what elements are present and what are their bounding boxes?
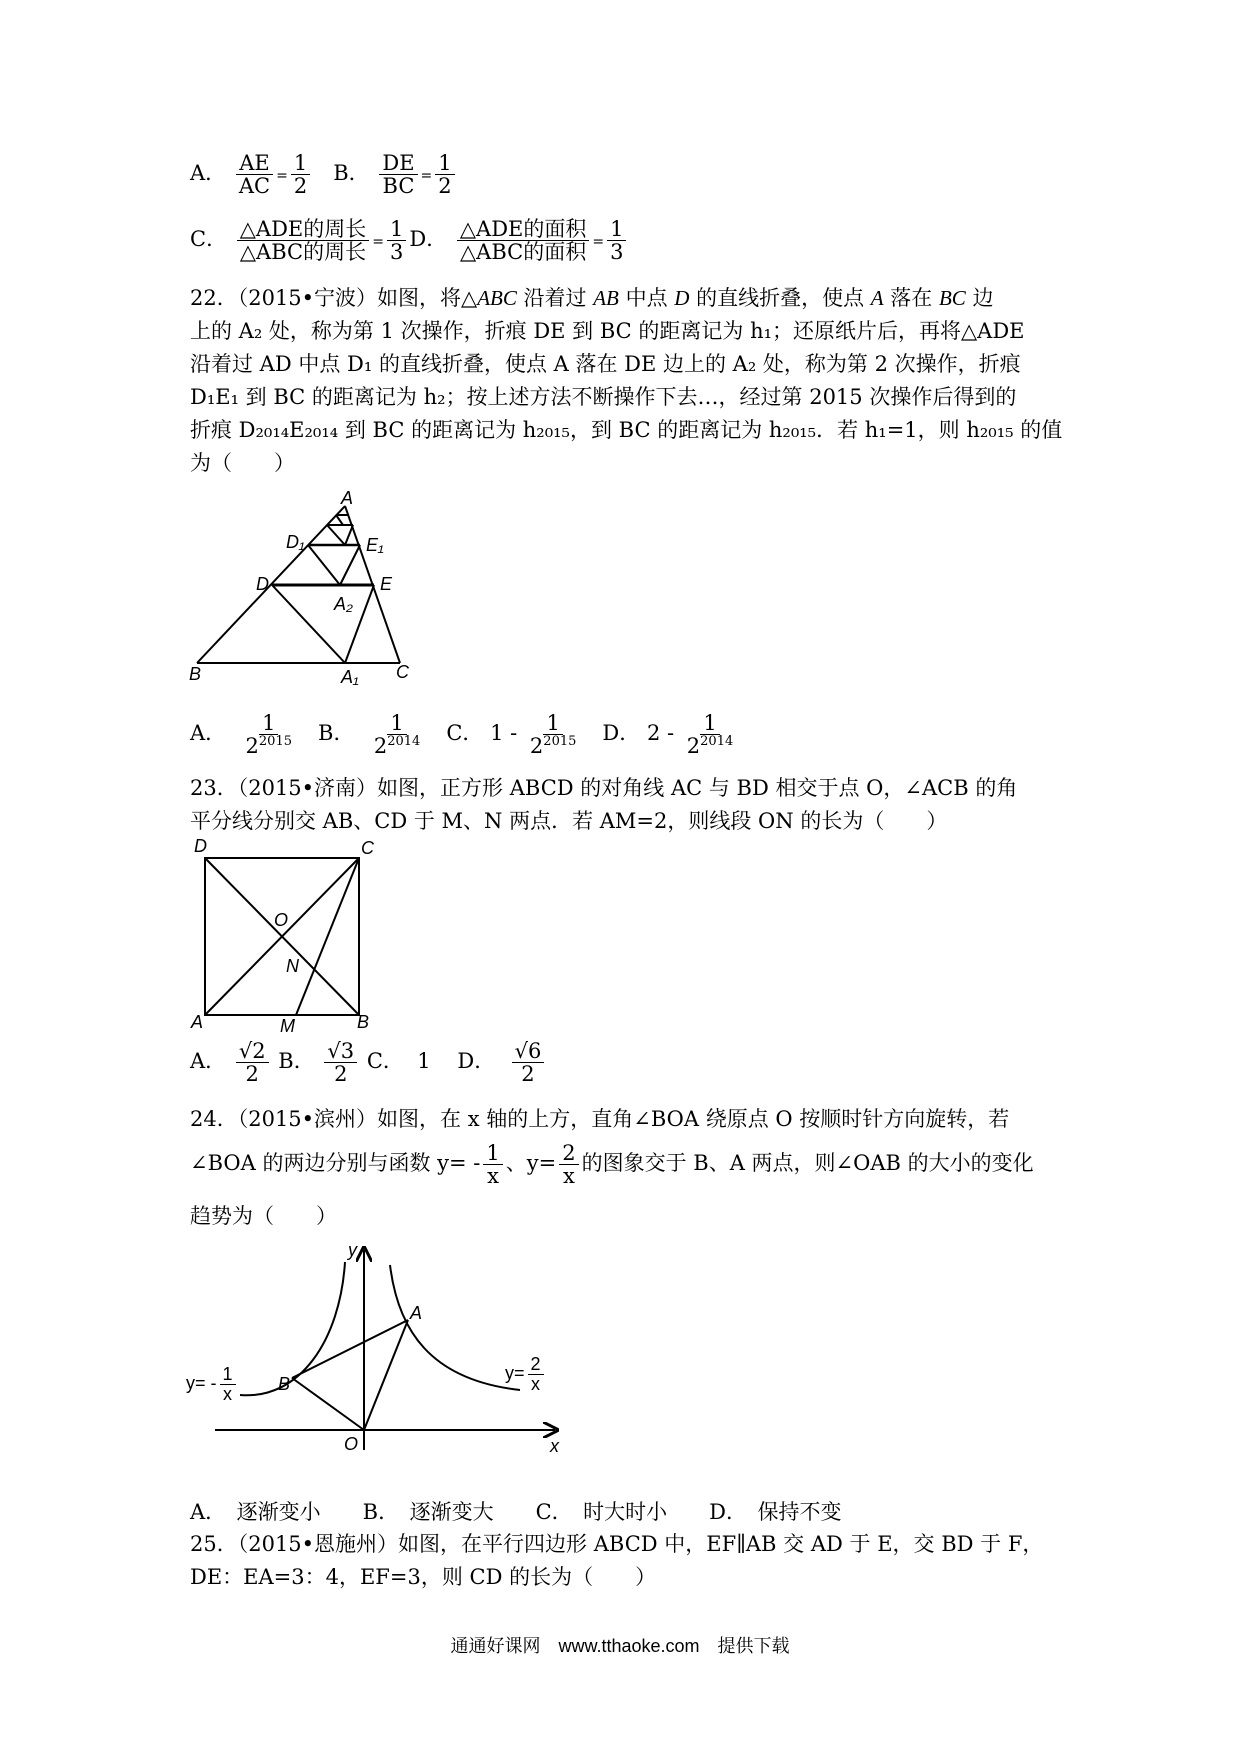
q22-label-e1: E₁ xyxy=(366,535,384,555)
option-a-radical: $\frac{√2}{2}$ xyxy=(236,1040,269,1085)
q23-line-2: 平分线分别交 AB、CD 于 M、N 两点．若 AM=2，则线段 ON 的长为（ ） xyxy=(190,809,948,833)
q22-triangle-figure xyxy=(180,485,440,685)
q22-line-2: 上的 A₂ 处，称为第 1 次操作，折痕 DE 到 BC 的距离记为 h₁；还原纸片后，再将△ADE xyxy=(190,319,1025,343)
q24-right-function-label: y= $\frac{2}{x}$ xyxy=(505,1355,547,1394)
option-a-fraction: $\frac{1}{2^{2015}}$ xyxy=(245,711,292,759)
fraction-de-bc: $\frac{DE}{BC}$ xyxy=(379,152,417,197)
q22-line-6: 为（ ） xyxy=(190,451,295,475)
option-c-fraction: $\frac{1}{2^{2015}}$ xyxy=(529,711,577,759)
q24-line-1: 24．（2015•滨州）如图，在 x 轴的上方，直角∠BOA 绕原点 O 按顺时针方向旋转，若 xyxy=(190,1107,1010,1131)
q23-label-c: C xyxy=(361,838,374,858)
q22-line-4: D₁E₁ 到 BC 的距离记为 h₂；按上述方法不断操作下去…，经过第 2015 次操作后得到的 xyxy=(190,385,1017,409)
q22-label-b: B xyxy=(189,664,202,684)
q23-label-n: N xyxy=(286,956,299,976)
option-d-fraction: $\frac{1}{2^{2014}}$ xyxy=(686,711,734,759)
q24-left-function-label: y= - $\frac{1}{x}$ xyxy=(186,1365,239,1404)
q22-options: A． $\frac{1}{2^{2015}}$ B． $\frac{1}{2^{2014}}$ C． 1 - $\frac{1}{2^{2015}}$ D． 2 - $\frac{1}{2^{2014}}$ xyxy=(190,712,739,757)
page-footer: 通通好课网 www.tthaoke.com 提供下载 xyxy=(450,1636,790,1656)
q22-label-d: D xyxy=(256,574,269,594)
q22-line-5: 折痕 D₂₀₁₄E₂₀₁₄ 到 BC 的距离记为 h₂₀₁₅，到 BC 的距离记为 h₂₀₁₅．若 h₁=1，则 h₂₀₁₅ 的值 xyxy=(190,418,1063,442)
q21-options-cd: C． $\frac{\text{△ADE的周长}}{\text{△ABC的周长}}$ = $\frac{1}{3}$ D． $\frac{\text{△ADE的面积}}{\text{△ABC的面积}}$ = $\frac{1}{3}$ xyxy=(190,218,629,263)
q24-options: A． 逐渐变小 B． 逐渐变大 C． 时大时小 D． 保持不变 xyxy=(190,1500,842,1524)
q24-label-y: y xyxy=(348,1240,357,1260)
q23-label-d: D xyxy=(194,836,207,856)
q25-line-1: 25．（2015•恩施州）如图，在平行四边形 ABCD 中，EF∥AB 交 AD 于 E，交 BD 于 F， xyxy=(190,1532,1044,1556)
q24-label-b: B xyxy=(278,1374,291,1394)
fraction-perimeter: $\frac{\text{△ADE的周长}}{\text{△ABC的周长}}$ xyxy=(237,218,369,263)
q22-label-a2: A₂ xyxy=(334,594,353,614)
q23-label-b: B xyxy=(357,1012,370,1032)
fraction-one-third: $\frac{1}{3}$ xyxy=(387,218,406,263)
q23-label-m: M xyxy=(280,1016,295,1036)
q22-label-a1: A₁ xyxy=(341,667,359,687)
q24-graph-figure xyxy=(180,1235,570,1455)
q24-label-a: A xyxy=(410,1303,423,1323)
q21-options-ab: A． $\frac{AE}{AC}$ = $\frac{1}{2}$ B． $\frac{DE}{BC}$ = $\frac{1}{2}$ xyxy=(190,152,458,197)
q24-label-x: x xyxy=(550,1436,559,1456)
fraction-area: $\frac{\text{△ADE的面积}}{\text{△ABC的面积}}$ xyxy=(457,218,589,263)
option-d-radical: $\frac{√6}{2}$ xyxy=(512,1040,545,1085)
q23-label-a: A xyxy=(191,1012,204,1032)
q23-square-figure xyxy=(180,835,390,1035)
q22-label-e: E xyxy=(380,574,393,594)
q23-label-o: O xyxy=(274,910,289,930)
q23-options: A． $\frac{√2}{2}$ B． $\frac{√3}{2}$ C． 1 D． $\frac{√6}{2}$ xyxy=(190,1040,547,1085)
fraction-one-half-b: $\frac{1}{2}$ xyxy=(435,152,454,197)
q22-label-d1: D₁ xyxy=(286,532,305,552)
q24-line-3: 趋势为（ ） xyxy=(190,1204,337,1228)
option-b-radical: $\frac{√3}{2}$ xyxy=(324,1040,357,1085)
fraction-one-third-d: $\frac{1}{3}$ xyxy=(607,218,626,263)
q25-line-2: DE：EA=3：4，EF=3，则 CD 的长为（ ） xyxy=(190,1565,657,1589)
fraction-ae-ac: $\frac{AE}{AC}$ xyxy=(236,152,273,197)
q22-label-c: C xyxy=(396,662,409,682)
q24-line-2: ∠BOA 的两边分别与函数 y= - $\frac{1}{x}$ 、y= $\frac{2}{x}$ 的图象交于 B、A 两点，则∠OAB 的大小的变化 xyxy=(190,1141,1034,1189)
q22-label-a: A xyxy=(341,488,354,508)
option-b-fraction: $\frac{1}{2^{2014}}$ xyxy=(373,711,421,759)
fraction-one-half: $\frac{1}{2}$ xyxy=(291,152,310,197)
q23-line-1: 23．（2015•济南）如图，正方形 ABCD 的对角线 AC 与 BD 相交于点 O，∠ACB 的角 xyxy=(190,776,1018,800)
fraction-1-over-x: $\frac{1}{x}$ xyxy=(483,1142,502,1187)
q24-label-o: O xyxy=(344,1434,359,1454)
q22-line-1: 22．（2015•宁波）如图，将△ABC 沿着过 AB 中点 D 的直线折叠，使点 A 落在 BC 边 xyxy=(190,286,994,310)
fraction-2-over-x: $\frac{2}{x}$ xyxy=(559,1142,578,1187)
q22-line-3: 沿着过 AD 中点 D₁ 的直线折叠，使点 A 落在 DE 边上的 A₂ 处，称为第 2 次操作，折痕 xyxy=(190,352,1021,376)
